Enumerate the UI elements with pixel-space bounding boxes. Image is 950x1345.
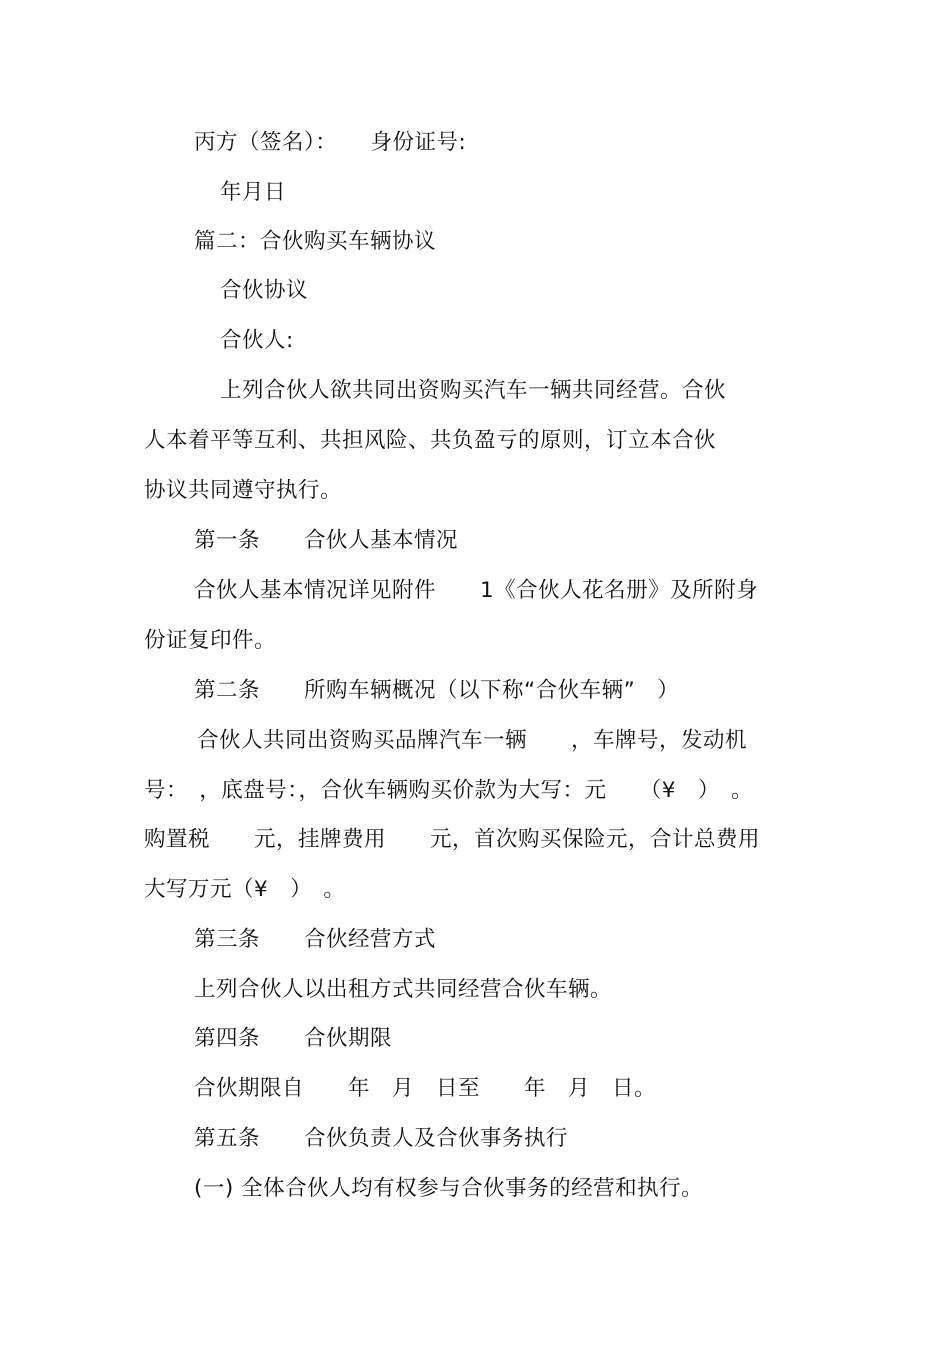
text-line: 上列合伙人欲共同出资购买汽车一辆共同经营。合伙 <box>220 378 727 403</box>
text-line: 购置税 元，挂牌费用 元，首次购买保险元，合计总费用 <box>144 827 761 852</box>
article-heading: 第一条 合伙人基本情况 <box>194 528 459 553</box>
text-line: 年月日 <box>220 180 287 205</box>
text-line: 号： ，底盘号：，合伙车辆购买价款为大写：元 （¥ ） 。 <box>144 778 754 803</box>
text-line: 份证复印件。 <box>144 628 277 653</box>
text-line: 大写万元（¥ ） 。 <box>144 877 346 902</box>
article-heading: 第四条 合伙期限 <box>194 1026 393 1051</box>
document-title: 合伙协议 <box>220 278 309 303</box>
text-line: 人本着平等互利、共担风险、共负盈亏的原则，订立本合伙 <box>144 428 717 453</box>
article-heading: 第五条 合伙负责人及合伙事务执行 <box>194 1126 569 1151</box>
text-line: 合伙期限自 年 月 日至 年 月 日。 <box>194 1076 657 1101</box>
article-heading: 第二条 所购车辆概况（以下称“合伙车辆” ） <box>194 678 680 703</box>
text-line: 协议共同遵守执行。 <box>144 478 343 503</box>
article-heading: 第三条 合伙经营方式 <box>194 927 437 952</box>
text-line: 丙方（签名）： 身份证号: <box>194 130 467 155</box>
text-line: 合伙人共同出资购买品牌汽车一辆 ，车牌号，发动机 <box>197 728 748 753</box>
section-heading: 篇二：合伙购买车辆协议 <box>194 229 437 254</box>
text-line: 合伙人基本情况详见附件 1《合伙人花名册》及所附身 <box>194 578 759 603</box>
text-line: 合伙人: <box>220 328 294 353</box>
text-line: (一) 全体合伙人均有权参与合伙事务的经营和执行。 <box>194 1176 704 1201</box>
text-line: 上列合伙人以出租方式共同经营合伙车辆。 <box>194 977 613 1002</box>
